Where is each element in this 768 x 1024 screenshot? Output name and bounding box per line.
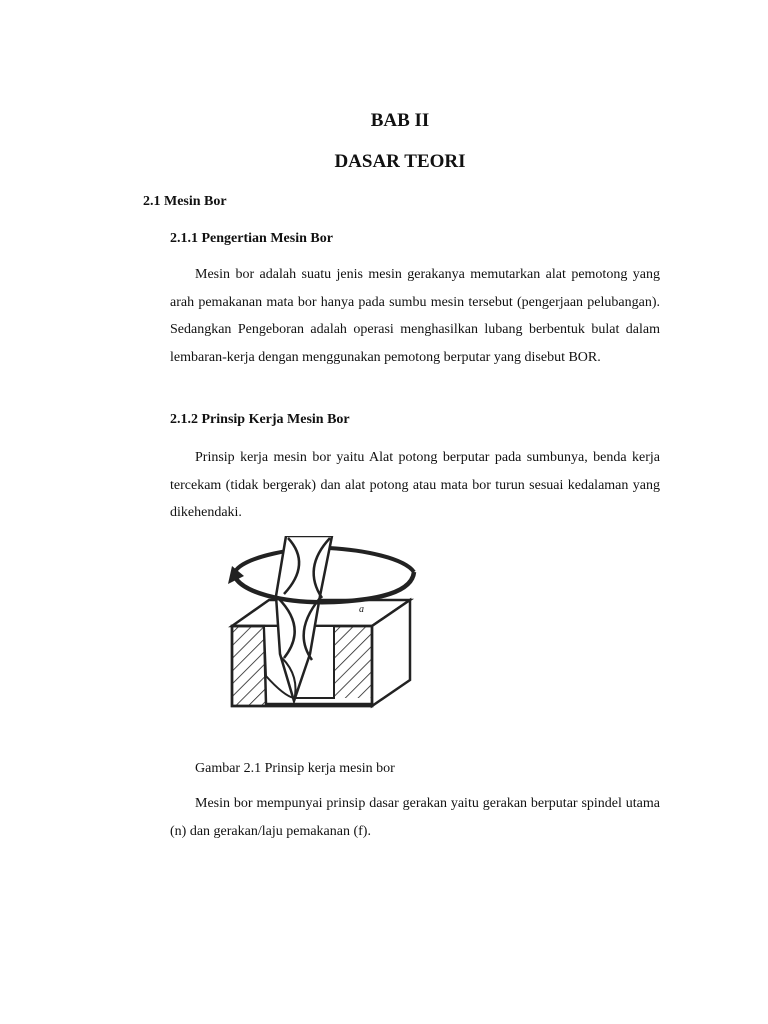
section-heading-2-1: 2.1 Mesin Bor: [143, 194, 227, 209]
chapter-label: BAB II: [370, 110, 430, 131]
paragraph-closing: Mesin bor mempunyai prinsip dasar gerakan yaitu gerakan berputar spindel utama (n) dan gerakan/laju pemakanan (f).: [170, 796, 660, 839]
chapter-title: DASAR TEORI: [334, 151, 466, 172]
figure-caption: Gambar 2.1 Prinsip kerja mesin bor: [195, 761, 395, 776]
section-heading-2-1-1: 2.1.1 Pengertian Mesin Bor: [170, 231, 333, 246]
drill-figure: [214, 536, 440, 742]
paragraph-prinsip: Prinsip kerja mesin bor yaitu Alat potong berputar pada sumbunya, benda kerja tercekam (tidak bergerak) dan alat potong atau mata bor turun sesuai kedalaman yang dikehendaki.: [170, 450, 660, 520]
section-heading-2-1-2: 2.1.2 Prinsip Kerja Mesin Bor: [170, 412, 350, 427]
figure-label-letter: a: [359, 604, 364, 615]
paragraph-pengertian: Mesin bor adalah suatu jenis mesin gerakanya memutarkan alat pemotong yang arah pemakanan mata bor hanya pada sumbu mesin tersebut (pengerjaan pelubangan). Sedangkan Pengeboran adalah operasi menghasilkan lubang berbentuk bulat dalam lembaran-kerja dengan menggunakan pemotong berputar yang disebut BOR.: [170, 267, 660, 365]
